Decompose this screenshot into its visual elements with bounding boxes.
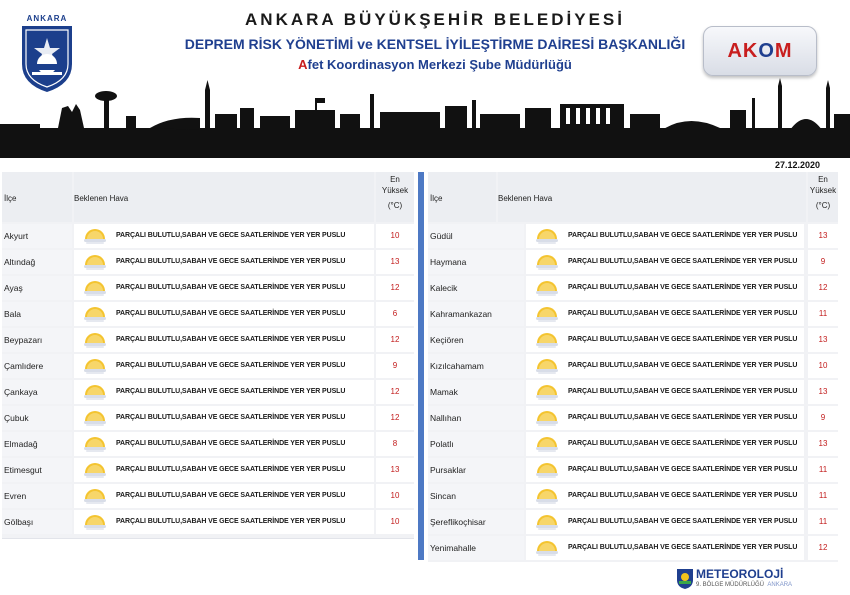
table-row: [2, 328, 414, 352]
meteoroloji-logo: [676, 566, 836, 592]
district-name: Ayaş: [2, 276, 72, 300]
max-temp-value: 13: [808, 224, 838, 248]
max-temp-value: 12: [808, 536, 838, 560]
meteoroloji-name: METEOROLOJİ: [696, 567, 784, 581]
meteoroloji-unit: 9. BÖLGE MÜDÜRLÜĞÜ: [696, 582, 765, 588]
partly-cloudy-icon: [534, 487, 560, 505]
table-row: [428, 510, 838, 534]
forecast-cell: [74, 484, 374, 508]
akom-logo-ak: AK: [727, 40, 759, 62]
table-row: [428, 224, 838, 248]
table-row: [428, 380, 838, 404]
district-name: Beypazarı: [2, 328, 72, 352]
district-name: Akyurt: [2, 224, 72, 248]
district-name: Gölbaşı: [2, 510, 72, 534]
ankara-skyline: [0, 78, 850, 158]
akom-logo: [703, 26, 817, 76]
meteoroloji-city: ANKARA: [767, 582, 793, 588]
max-temp-value: 12: [376, 380, 414, 404]
max-temp-value: 11: [808, 484, 838, 508]
district-name: Haymana: [428, 250, 524, 274]
table-row: [2, 302, 414, 326]
max-temp-value: 13: [808, 432, 838, 456]
forecast-cell: [74, 250, 374, 274]
forecast-cell: [526, 536, 804, 560]
max-temp-value: 6: [376, 302, 414, 326]
forecast-cell: [74, 354, 374, 378]
table-row: [2, 510, 414, 534]
forecast-text: PARÇALI BULUTLU,SABAH VE GECE SAATLERİNDE YER YER PUSLU: [568, 284, 798, 291]
header-max-temp: [376, 172, 414, 222]
forecast-text: PARÇALI BULUTLU,SABAH VE GECE SAATLERİNDE YER YER PUSLU: [568, 518, 798, 525]
forecast-text: PARÇALI BULUTLU,SABAH VE GECE SAATLERİNDE YER YER PUSLU: [568, 336, 798, 343]
partly-cloudy-icon: [82, 227, 108, 245]
forecast-text: PARÇALI BULUTLU,SABAH VE GECE SAATLERİNDE YER YER PUSLU: [568, 440, 798, 447]
district-name: Elmadağ: [2, 432, 72, 456]
partly-cloudy-icon: [82, 383, 108, 401]
partly-cloudy-icon: [534, 539, 560, 557]
forecast-text: PARÇALI BULUTLU,SABAH VE GECE SAATLERİNDE YER YER PUSLU: [568, 362, 798, 369]
partly-cloudy-icon: [534, 383, 560, 401]
district-name: Bala: [2, 302, 72, 326]
district-name: Polatlı: [428, 432, 524, 456]
branch-title: [150, 57, 720, 72]
table-row: [428, 302, 838, 326]
max-temp-value: 10: [376, 224, 414, 248]
forecast-text: PARÇALI BULUTLU,SABAH VE GECE SAATLERİNDE YER YER PUSLU: [568, 414, 798, 421]
forecast-text: PARÇALI BULUTLU,SABAH VE GECE SAATLERİNDE YER YER PUSLU: [116, 310, 346, 317]
max-temp-value: 12: [376, 328, 414, 352]
forecast-cell: [526, 302, 804, 326]
header-titles: [150, 10, 720, 72]
partly-cloudy-icon: [82, 435, 108, 453]
branch-title-initial: A: [298, 57, 308, 72]
forecast-text: PARÇALI BULUTLU,SABAH VE GECE SAATLERİNDE YER YER PUSLU: [116, 284, 346, 291]
forecast-cell: [526, 224, 804, 248]
max-temp-value: 10: [376, 484, 414, 508]
forecast-text: PARÇALI BULUTLU,SABAH VE GECE SAATLERİNDE YER YER PUSLU: [116, 518, 346, 525]
district-name: Kalecik: [428, 276, 524, 300]
partly-cloudy-icon: [534, 513, 560, 531]
table-row: [428, 328, 838, 352]
forecast-text: PARÇALI BULUTLU,SABAH VE GECE SAATLERİNDE YER YER PUSLU: [568, 232, 798, 239]
max-temp-value: 13: [376, 458, 414, 482]
max-temp-value: 13: [376, 250, 414, 274]
district-name: Nallıhan: [428, 406, 524, 430]
forecast-cell: [74, 276, 374, 300]
partly-cloudy-icon: [534, 435, 560, 453]
max-temp-value: 11: [808, 302, 838, 326]
partly-cloudy-icon: [534, 253, 560, 271]
forecast-cell: [74, 432, 374, 456]
header-max-line2: Yüksek: [809, 186, 837, 195]
max-temp-value: 10: [376, 510, 414, 534]
table-row: [428, 484, 838, 508]
forecast-table-right: [428, 172, 838, 562]
table-row: [2, 224, 414, 248]
forecast-cell: [526, 458, 804, 482]
akom-logo-o: O: [758, 40, 775, 62]
max-temp-value: 11: [808, 458, 838, 482]
forecast-cell: [526, 406, 804, 430]
max-temp-value: 13: [808, 328, 838, 352]
partly-cloudy-icon: [82, 279, 108, 297]
district-name: Şereflikoçhisar: [428, 510, 524, 534]
forecast-cell: [526, 432, 804, 456]
municipality-title: ANKARA BÜYÜKŞEHİR BELEDİYESİ: [245, 10, 625, 29]
district-name: Yenimahalle: [428, 536, 524, 560]
partly-cloudy-icon: [534, 331, 560, 349]
empty-row: [2, 538, 414, 558]
forecast-text: PARÇALI BULUTLU,SABAH VE GECE SAATLERİNDE YER YER PUSLU: [116, 440, 346, 447]
department-title: DEPREM RİSK YÖNETİMİ ve KENTSEL İYİLEŞTİRME DAİRESİ BAŞKANLIĞI: [184, 36, 686, 52]
header-max-line3: (°C): [815, 201, 831, 210]
max-temp-value: 11: [808, 510, 838, 534]
branch-title-rest: fet Koordinasyon Merkezi Şube Müdürlüğü: [307, 57, 572, 72]
forecast-text: PARÇALI BULUTLU,SABAH VE GECE SAATLERİNDE YER YER PUSLU: [116, 492, 346, 499]
forecast-text: PARÇALI BULUTLU,SABAH VE GECE SAATLERİNDE YER YER PUSLU: [116, 414, 346, 421]
partly-cloudy-icon: [82, 331, 108, 349]
header-forecast: Beklenen Hava: [74, 172, 374, 222]
forecast-text: PARÇALI BULUTLU,SABAH VE GECE SAATLERİNDE YER YER PUSLU: [116, 362, 346, 369]
forecast-text: PARÇALI BULUTLU,SABAH VE GECE SAATLERİNDE YER YER PUSLU: [116, 232, 346, 239]
table-row: [428, 536, 838, 560]
table-row: [428, 354, 838, 378]
partly-cloudy-icon: [82, 487, 108, 505]
forecast-text: PARÇALI BULUTLU,SABAH VE GECE SAATLERİNDE YER YER PUSLU: [568, 258, 798, 265]
partly-cloudy-icon: [82, 513, 108, 531]
forecast-table-left: [2, 172, 414, 558]
header-max-line3: (°C): [387, 201, 403, 210]
akom-logo-m: M: [774, 40, 793, 62]
district-name: Etimesgut: [2, 458, 72, 482]
forecast-text: PARÇALI BULUTLU,SABAH VE GECE SAATLERİNDE YER YER PUSLU: [568, 388, 798, 395]
max-temp-value: 12: [808, 276, 838, 300]
partly-cloudy-icon: [82, 305, 108, 323]
forecast-cell: [526, 484, 804, 508]
partly-cloudy-icon: [534, 305, 560, 323]
forecast-cell: [74, 224, 374, 248]
max-temp-value: 10: [808, 354, 838, 378]
forecast-cell: [526, 354, 804, 378]
forecast-text: PARÇALI BULUTLU,SABAH VE GECE SAATLERİNDE YER YER PUSLU: [568, 310, 798, 317]
header-district: İlçe: [428, 172, 496, 222]
district-name: Çamlıdere: [2, 354, 72, 378]
header-district: İlçe: [2, 172, 72, 222]
forecast-text: PARÇALI BULUTLU,SABAH VE GECE SAATLERİNDE YER YER PUSLU: [568, 492, 798, 499]
max-temp-value: 9: [376, 354, 414, 378]
table-row: [2, 484, 414, 508]
forecast-text: PARÇALI BULUTLU,SABAH VE GECE SAATLERİNDE YER YER PUSLU: [568, 466, 798, 473]
header-max-line2: Yüksek: [381, 186, 409, 195]
table-row: [2, 458, 414, 482]
table-row: [428, 432, 838, 456]
table-row: [428, 406, 838, 430]
meteoroloji-subtitle: [696, 582, 792, 588]
header-forecast: Beklenen Hava: [498, 172, 806, 222]
max-temp-value: 12: [376, 406, 414, 430]
forecast-text: PARÇALI BULUTLU,SABAH VE GECE SAATLERİNDE YER YER PUSLU: [116, 466, 346, 473]
forecast-cell: [526, 276, 804, 300]
table-row: [2, 432, 414, 456]
table-row: [428, 458, 838, 482]
table-divider: [418, 172, 424, 560]
max-temp-value: 8: [376, 432, 414, 456]
table-row: [2, 406, 414, 430]
district-name: Evren: [2, 484, 72, 508]
forecast-cell: [526, 510, 804, 534]
table-row: [2, 250, 414, 274]
district-name: Çubuk: [2, 406, 72, 430]
logo-caption: ANKARA: [26, 14, 68, 23]
forecast-cell: [74, 510, 374, 534]
forecast-cell: [526, 250, 804, 274]
partly-cloudy-icon: [82, 461, 108, 479]
forecast-cell: [526, 380, 804, 404]
district-name: Çankaya: [2, 380, 72, 404]
forecast-text: PARÇALI BULUTLU,SABAH VE GECE SAATLERİNDE YER YER PUSLU: [116, 258, 346, 265]
partly-cloudy-icon: [534, 461, 560, 479]
forecast-cell: [74, 380, 374, 404]
forecast-cell: [74, 458, 374, 482]
partly-cloudy-icon: [82, 357, 108, 375]
max-temp-value: 12: [376, 276, 414, 300]
report-date: 27.12.2020: [774, 160, 820, 170]
partly-cloudy-icon: [534, 227, 560, 245]
forecast-text: PARÇALI BULUTLU,SABAH VE GECE SAATLERİNDE YER YER PUSLU: [116, 388, 346, 395]
table-row: [428, 276, 838, 300]
max-temp-value: 13: [808, 380, 838, 404]
meteoroloji-emblem-icon: [676, 568, 694, 590]
district-name: Kızılcahamam: [428, 354, 524, 378]
max-temp-value: 9: [808, 250, 838, 274]
forecast-text: PARÇALI BULUTLU,SABAH VE GECE SAATLERİNDE YER YER PUSLU: [116, 336, 346, 343]
district-name: Güdül: [428, 224, 524, 248]
forecast-cell: [526, 328, 804, 352]
partly-cloudy-icon: [534, 409, 560, 427]
district-name: Mamak: [428, 380, 524, 404]
partly-cloudy-icon: [82, 253, 108, 271]
district-name: Pursaklar: [428, 458, 524, 482]
district-name: Sincan: [428, 484, 524, 508]
max-temp-value: 9: [808, 406, 838, 430]
table-row: [2, 380, 414, 404]
partly-cloudy-icon: [534, 357, 560, 375]
forecast-cell: [74, 302, 374, 326]
header-max-line1: En: [818, 175, 828, 184]
district-name: Kahramankazan: [428, 302, 524, 326]
district-name: Keçiören: [428, 328, 524, 352]
district-name: Altındağ: [2, 250, 72, 274]
table-row: [428, 250, 838, 274]
forecast-cell: [74, 328, 374, 352]
table-row: [2, 276, 414, 300]
partly-cloudy-icon: [534, 279, 560, 297]
partly-cloudy-icon: [82, 409, 108, 427]
header-max-temp: [808, 172, 838, 222]
forecast-cell: [74, 406, 374, 430]
header-max-line1: En: [390, 175, 400, 184]
forecast-text: PARÇALI BULUTLU,SABAH VE GECE SAATLERİNDE YER YER PUSLU: [568, 544, 798, 551]
table-row: [2, 354, 414, 378]
